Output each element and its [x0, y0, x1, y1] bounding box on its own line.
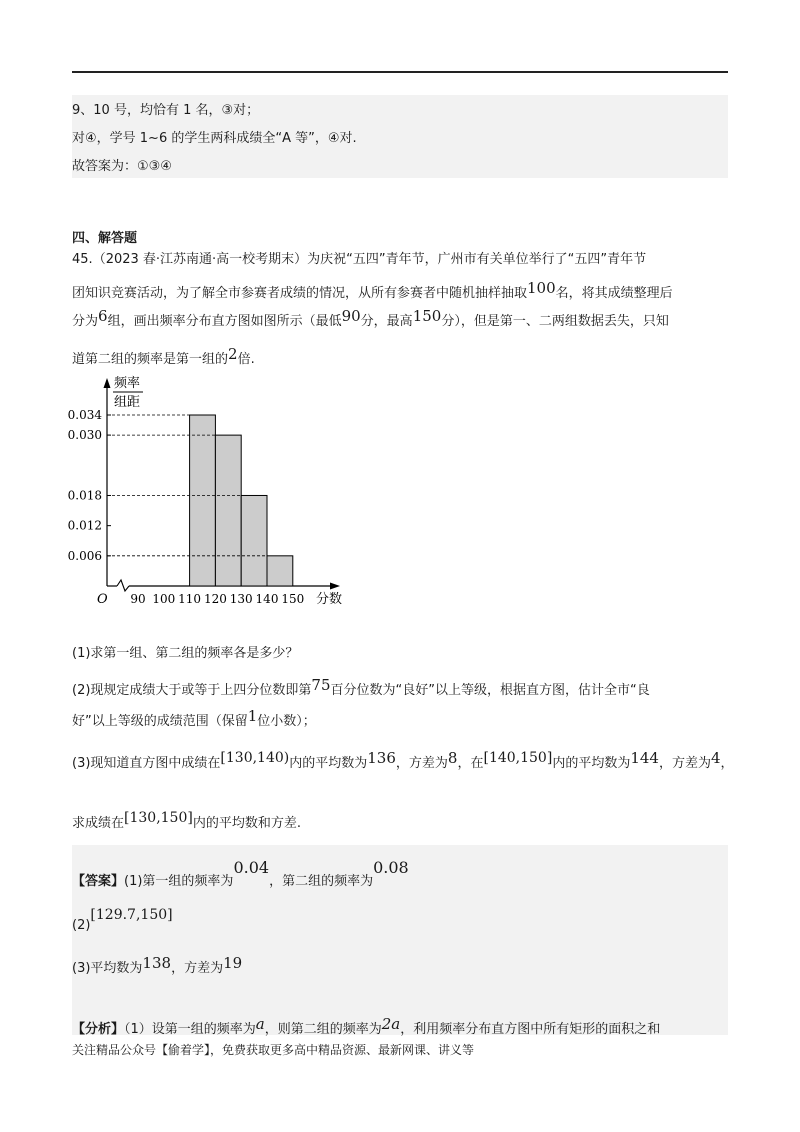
problem-number: 45.	[72, 252, 93, 267]
histogram-bar	[267, 556, 293, 586]
answer-line-1: 【答案】(1)第一组的频率为0.04，第二组的频率为0.08	[72, 858, 409, 889]
prev-line-3: 故答案为：①③④	[72, 159, 172, 174]
axis-break	[117, 580, 129, 591]
question-2-line-1: (2)现规定成绩大于或等于上四分位数即第75百分位数为“良好”以上等级，根据直方图，估计全市“良	[72, 676, 650, 698]
histogram-bar	[241, 495, 267, 586]
x-tick-label: 150	[281, 592, 305, 606]
problem-line-4: 道第二组的频率是第一组的2倍.	[72, 345, 255, 367]
y-tick-label: 0.018	[67, 488, 102, 503]
x-tick-label: 140	[255, 592, 279, 606]
x-tick-label: 130	[229, 592, 253, 606]
y-tick-label: 0.012	[67, 518, 102, 533]
x-tick-label: 90	[130, 592, 146, 606]
answer-line-3: (3)平均数为138，方差为19	[72, 954, 243, 976]
histogram-bar	[215, 435, 241, 586]
y-tick-label: 0.034	[67, 408, 102, 422]
header-rule	[72, 71, 728, 73]
x-tick-label: 110	[178, 592, 202, 606]
y-tick-label: 0.030	[67, 428, 102, 443]
question-3-line-2: 求成绩在[130,150]内的平均数和方差.	[72, 810, 301, 831]
question-2-line-2: 好”以上等级的成绩范围（保留1位小数）；	[72, 707, 316, 729]
y-label-numerator: 频率	[114, 376, 141, 391]
question-1: (1)求第一组、第二组的频率各是多少？	[72, 646, 299, 661]
y-label-denominator: 组距	[114, 395, 141, 410]
y-axis-arrow	[104, 378, 111, 388]
prev-line-1: 9、10 号，均恰有 1 名，③对；	[72, 103, 260, 118]
frequency-histogram	[60, 368, 360, 618]
answer-line-2: (2)[129.7,150]	[72, 907, 173, 933]
prev-line-2: 对④，学号 1~6 的学生两科成绩全“A 等”，④对.	[72, 131, 357, 146]
x-tick-label: 120	[203, 592, 227, 606]
problem-line-2: 团知识竞赛活动，为了解全市参赛者成绩的情况，从所有参赛者中随机抽样抽取100名，将其成绩整理后	[72, 279, 673, 301]
y-tick-label: 0.006	[67, 548, 102, 563]
origin-label: O	[97, 592, 108, 607]
analysis-line: 【分析】（1）设第一组的频率为a，则第二组的频率为2a，利用频率分布直方图中所有矩形的面积之和	[72, 1015, 661, 1037]
footer-note: 关注精品公众号【偷着学】，免费获取更多高中精品资源、最新网课、讲义等	[72, 1043, 475, 1057]
histogram-bar	[190, 415, 216, 586]
section-title: 四、解答题	[72, 231, 138, 246]
x-tick-label: 100	[152, 592, 176, 606]
question-3-line-1: (3)现知道直方图中成绩在[130,140)内的平均数为136，方差为8，在[140,150]内的平均数为144，方差为4，	[72, 749, 734, 771]
x-axis-label: 分数	[316, 592, 343, 607]
problem-line-1: 45.（2023 春·江苏南通·高一校考期末）为庆祝“五四”青年节，广州市有关单位举行了“五四”青年节	[72, 252, 647, 267]
problem-line-3: 分为6组，画出频率分布直方图如图所示（最低90分，最高150分），但是第一、二两组数据丢失，只知	[72, 307, 669, 329]
x-axis-arrow	[330, 583, 340, 590]
